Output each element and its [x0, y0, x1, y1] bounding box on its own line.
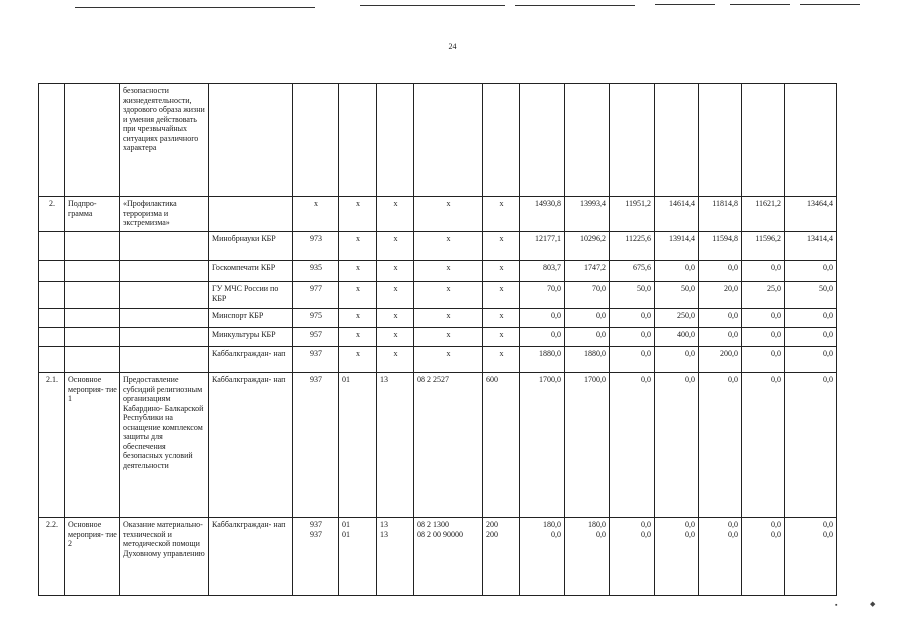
cell-type: Основное мероприя- тие 2 — [65, 518, 120, 596]
cell-vr: х — [483, 282, 520, 309]
cell-num: 2.2. — [39, 518, 65, 596]
table-row — [39, 347, 837, 373]
cell-type — [65, 282, 120, 309]
cell-v4: 0,0 — [655, 261, 699, 282]
cell-v2: 1880,0 — [565, 347, 610, 373]
cell-v4: 50,0 — [655, 282, 699, 309]
cell-vr — [483, 84, 520, 197]
cell-csr: х — [414, 232, 483, 261]
cell-type — [65, 84, 120, 197]
header-rule-5 — [730, 4, 790, 5]
cell-desc: Предоставление субсидий религиозным организациям Кабардино- Балкарской Республики на оснащение комплексом защиты для обеспечения безопасных условий деятельности — [120, 373, 209, 518]
cell-org: ГУ МЧС России по КБР — [209, 282, 293, 309]
cell-rz: х — [339, 328, 377, 347]
cell-desc — [120, 261, 209, 282]
cell-value: 13 — [380, 529, 388, 539]
cell-rz: х — [339, 347, 377, 373]
cell-v5: 20,0 — [699, 282, 742, 309]
cell-v2 — [565, 518, 610, 596]
cell-v7: 0,0 — [785, 347, 837, 373]
cell-code: х — [293, 197, 339, 232]
cell-v3: 11225,6 — [610, 232, 655, 261]
cell-v1: 12177,1 — [520, 232, 565, 261]
cell-rz: х — [339, 197, 377, 232]
cell-v6: 25,0 — [742, 282, 785, 309]
cell-v7: 0,0 — [785, 373, 837, 518]
page-number: 24 — [448, 42, 457, 51]
cell-value: 937 — [310, 529, 322, 539]
cell-code: 937 — [293, 373, 339, 518]
cell-v3: 675,6 — [610, 261, 655, 282]
table-row — [39, 309, 837, 328]
cell-value: 0,0 — [823, 529, 833, 539]
cell-csr: х — [414, 261, 483, 282]
cell-pr — [377, 84, 414, 197]
cell-v2: 70,0 — [565, 282, 610, 309]
cell-rz: 01 — [339, 373, 377, 518]
cell-csr: х — [414, 347, 483, 373]
cell-desc: «Профилактика терроризма и экстремизма» — [120, 197, 209, 232]
cell-pr: х — [377, 282, 414, 309]
table-row — [39, 261, 837, 282]
cell-value: 200 — [486, 529, 498, 539]
cell-v5: 200,0 — [699, 347, 742, 373]
cell-v6: 0,0 — [742, 328, 785, 347]
cell-pr — [377, 518, 414, 596]
cell-value: 01 — [342, 520, 350, 529]
header-rule-2 — [360, 5, 505, 6]
cell-v7 — [785, 84, 837, 197]
cell-org — [209, 197, 293, 232]
cell-v4 — [655, 84, 699, 197]
cell-csr — [414, 84, 483, 197]
cell-rz — [339, 518, 377, 596]
cell-code: 977 — [293, 282, 339, 309]
cell-code: 935 — [293, 261, 339, 282]
cell-v1: 803,7 — [520, 261, 565, 282]
cell-v3: 0,0 — [610, 347, 655, 373]
cell-desc: Оказание материально- технической и методической помощи Духовному управлению — [120, 518, 209, 596]
cell-desc — [120, 232, 209, 261]
cell-v1 — [520, 518, 565, 596]
cell-v6: 0,0 — [742, 261, 785, 282]
cell-csr: 08 2 2527 — [414, 373, 483, 518]
cell-v6 — [742, 518, 785, 596]
table-row — [39, 84, 837, 197]
cell-v7: 13414,4 — [785, 232, 837, 261]
table-row — [39, 197, 837, 232]
cell-v2: 1700,0 — [565, 373, 610, 518]
header-rule-4 — [655, 4, 715, 5]
cell-value: 0,0 — [551, 529, 561, 539]
cell-v5 — [699, 518, 742, 596]
cell-type: Подпро- грамма — [65, 197, 120, 232]
cell-csr: х — [414, 309, 483, 328]
cell-rz: х — [339, 282, 377, 309]
cell-value: 01 — [342, 529, 350, 539]
cell-pr: х — [377, 328, 414, 347]
cell-pr: 13 — [377, 373, 414, 518]
cell-rz — [339, 84, 377, 197]
cell-type — [65, 328, 120, 347]
cell-v7: 13464,4 — [785, 197, 837, 232]
cell-v2: 1747,2 — [565, 261, 610, 282]
cell-value: 0,0 — [771, 529, 781, 539]
cell-num — [39, 84, 65, 197]
cell-v3: 0,0 — [610, 328, 655, 347]
cell-value: 08 2 00 90000 — [417, 529, 463, 539]
cell-v3: 0,0 — [610, 309, 655, 328]
cell-desc — [120, 309, 209, 328]
cell-v6: 0,0 — [742, 309, 785, 328]
cell-num — [39, 328, 65, 347]
cell-value: 0,0 — [728, 520, 738, 529]
cell-v5: 0,0 — [699, 309, 742, 328]
corner-mark-1: ▪ — [835, 601, 838, 609]
header-rule-3 — [515, 5, 635, 6]
cell-v7: 50,0 — [785, 282, 837, 309]
cell-v2: 0,0 — [565, 328, 610, 347]
header-rule-1 — [75, 7, 315, 8]
cell-num — [39, 309, 65, 328]
cell-pr: х — [377, 347, 414, 373]
cell-value: 13 — [380, 520, 388, 529]
cell-org: Каббалкграждан- нап — [209, 347, 293, 373]
cell-code — [293, 518, 339, 596]
table-row — [39, 373, 837, 518]
cell-v4: 14614,4 — [655, 197, 699, 232]
cell-v3: 0,0 — [610, 373, 655, 518]
cell-num — [39, 261, 65, 282]
cell-value: 180,0 — [543, 520, 561, 529]
cell-v5: 0,0 — [699, 261, 742, 282]
cell-value: 0,0 — [685, 529, 695, 539]
cell-v1: 1700,0 — [520, 373, 565, 518]
cell-v4: 400,0 — [655, 328, 699, 347]
cell-v4: 0,0 — [655, 373, 699, 518]
cell-num: 2. — [39, 197, 65, 232]
cell-value: 937 — [310, 520, 322, 529]
cell-value: 0,0 — [823, 520, 833, 529]
cell-value: 0,0 — [596, 529, 606, 539]
cell-pr: х — [377, 197, 414, 232]
cell-v6 — [742, 84, 785, 197]
cell-pr: х — [377, 261, 414, 282]
cell-code: 957 — [293, 328, 339, 347]
cell-rz: х — [339, 232, 377, 261]
cell-value: 0,0 — [685, 520, 695, 529]
cell-v1: 1880,0 — [520, 347, 565, 373]
cell-num — [39, 347, 65, 373]
cell-num: 2.1. — [39, 373, 65, 518]
cell-type — [65, 261, 120, 282]
cell-v4: 0,0 — [655, 347, 699, 373]
cell-v7 — [785, 518, 837, 596]
cell-desc — [120, 328, 209, 347]
cell-v1: 0,0 — [520, 328, 565, 347]
cell-csr: х — [414, 328, 483, 347]
cell-v7: 0,0 — [785, 309, 837, 328]
cell-vr: х — [483, 347, 520, 373]
header-rule-6 — [800, 4, 860, 5]
table-row — [39, 232, 837, 261]
cell-org: Госкомпечати КБР — [209, 261, 293, 282]
cell-v7: 0,0 — [785, 261, 837, 282]
cell-v6: 11596,2 — [742, 232, 785, 261]
cell-code: 937 — [293, 347, 339, 373]
cell-value: 0,0 — [641, 529, 651, 539]
cell-v4: 13914,4 — [655, 232, 699, 261]
cell-v6: 11621,2 — [742, 197, 785, 232]
cell-v3 — [610, 518, 655, 596]
cell-v1: 14930,8 — [520, 197, 565, 232]
cell-v5: 0,0 — [699, 373, 742, 518]
cell-value: 0,0 — [728, 529, 738, 539]
cell-org: Минспорт КБР — [209, 309, 293, 328]
cell-type: Основное мероприя- тие 1 — [65, 373, 120, 518]
cell-v7: 0,0 — [785, 328, 837, 347]
table-row — [39, 518, 837, 596]
cell-csr — [414, 518, 483, 596]
cell-v5 — [699, 84, 742, 197]
cell-v1: 70,0 — [520, 282, 565, 309]
cell-desc: безопасности жизнедеятельности, здорового образа жизни и умения действовать при чрезвычайных ситуациях различного характера — [120, 84, 209, 197]
cell-v3: 11951,2 — [610, 197, 655, 232]
cell-num — [39, 282, 65, 309]
cell-v3 — [610, 84, 655, 197]
cell-v5: 11594,8 — [699, 232, 742, 261]
cell-rz: х — [339, 261, 377, 282]
program-budget-table — [38, 83, 837, 596]
cell-v2: 13993,4 — [565, 197, 610, 232]
cell-value: 0,0 — [641, 520, 651, 529]
cell-vr: 600 — [483, 373, 520, 518]
cell-code: 973 — [293, 232, 339, 261]
cell-v5: 0,0 — [699, 328, 742, 347]
cell-v2 — [565, 84, 610, 197]
cell-pr: х — [377, 309, 414, 328]
cell-value: 0,0 — [771, 520, 781, 529]
cell-code — [293, 84, 339, 197]
corner-mark-2: ◆ — [870, 600, 876, 608]
cell-v1: 0,0 — [520, 309, 565, 328]
cell-pr: х — [377, 232, 414, 261]
cell-num — [39, 232, 65, 261]
cell-type — [65, 347, 120, 373]
cell-code: 975 — [293, 309, 339, 328]
cell-v2: 10296,2 — [565, 232, 610, 261]
cell-v1 — [520, 84, 565, 197]
cell-value: 180,0 — [588, 520, 606, 529]
cell-org: Минкультуры КБР — [209, 328, 293, 347]
cell-v6: 0,0 — [742, 373, 785, 518]
cell-vr: х — [483, 261, 520, 282]
cell-vr: х — [483, 197, 520, 232]
cell-v3: 50,0 — [610, 282, 655, 309]
cell-csr: х — [414, 197, 483, 232]
cell-v4 — [655, 518, 699, 596]
cell-org: Каббалкграждан- нап — [209, 518, 293, 596]
cell-vr: х — [483, 328, 520, 347]
cell-org — [209, 84, 293, 197]
cell-vr: х — [483, 309, 520, 328]
cell-vr: х — [483, 232, 520, 261]
cell-value: 200 — [486, 520, 498, 529]
cell-type — [65, 232, 120, 261]
cell-rz: х — [339, 309, 377, 328]
cell-v2: 0,0 — [565, 309, 610, 328]
table-row — [39, 328, 837, 347]
cell-vr — [483, 518, 520, 596]
cell-org: Каббалкграждан- нап — [209, 373, 293, 518]
cell-value: 08 2 1300 — [417, 520, 449, 529]
cell-org: Минобрнауки КБР — [209, 232, 293, 261]
cell-v4: 250,0 — [655, 309, 699, 328]
table-row — [39, 282, 837, 309]
cell-desc — [120, 347, 209, 373]
cell-csr: х — [414, 282, 483, 309]
cell-v5: 11814,8 — [699, 197, 742, 232]
cell-type — [65, 309, 120, 328]
cell-desc — [120, 282, 209, 309]
cell-v6: 0,0 — [742, 347, 785, 373]
